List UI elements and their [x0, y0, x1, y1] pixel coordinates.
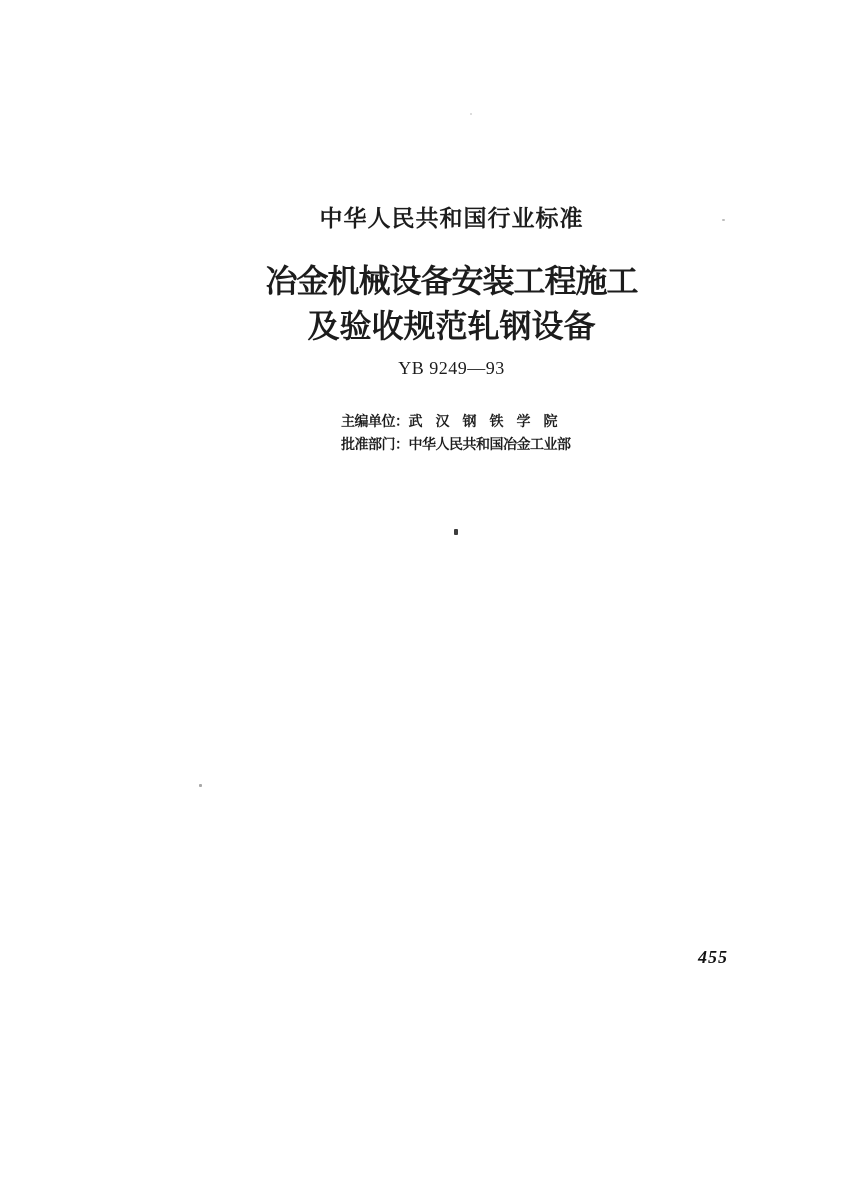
- standard-category-heading: 中华人民共和国行业标准: [319, 206, 584, 231]
- standard-code: YB 9249—93: [398, 358, 505, 378]
- standard-title-line1: 冶金机械设备安装工程施工: [265, 263, 638, 299]
- title-block: [62, 0, 841, 1186]
- approval-department-label: 批准部门：: [341, 436, 409, 452]
- chief-editor-line: [341, 413, 557, 429]
- approval-department-value: 中华人民共和国冶金工业部: [408, 436, 571, 452]
- standard-title-line2: 及验收规范轧钢设备: [307, 308, 596, 344]
- scan-speck: [470, 113, 472, 115]
- approval-department-line: [341, 436, 571, 452]
- scan-speck: [722, 219, 725, 221]
- scan-speck: [199, 784, 202, 787]
- scan-speck: [454, 529, 458, 535]
- page-number: 455: [698, 947, 728, 967]
- chief-editor-value: 武 汉 钢 铁 学 院: [408, 413, 557, 429]
- chief-editor-label: 主编单位：: [341, 413, 409, 429]
